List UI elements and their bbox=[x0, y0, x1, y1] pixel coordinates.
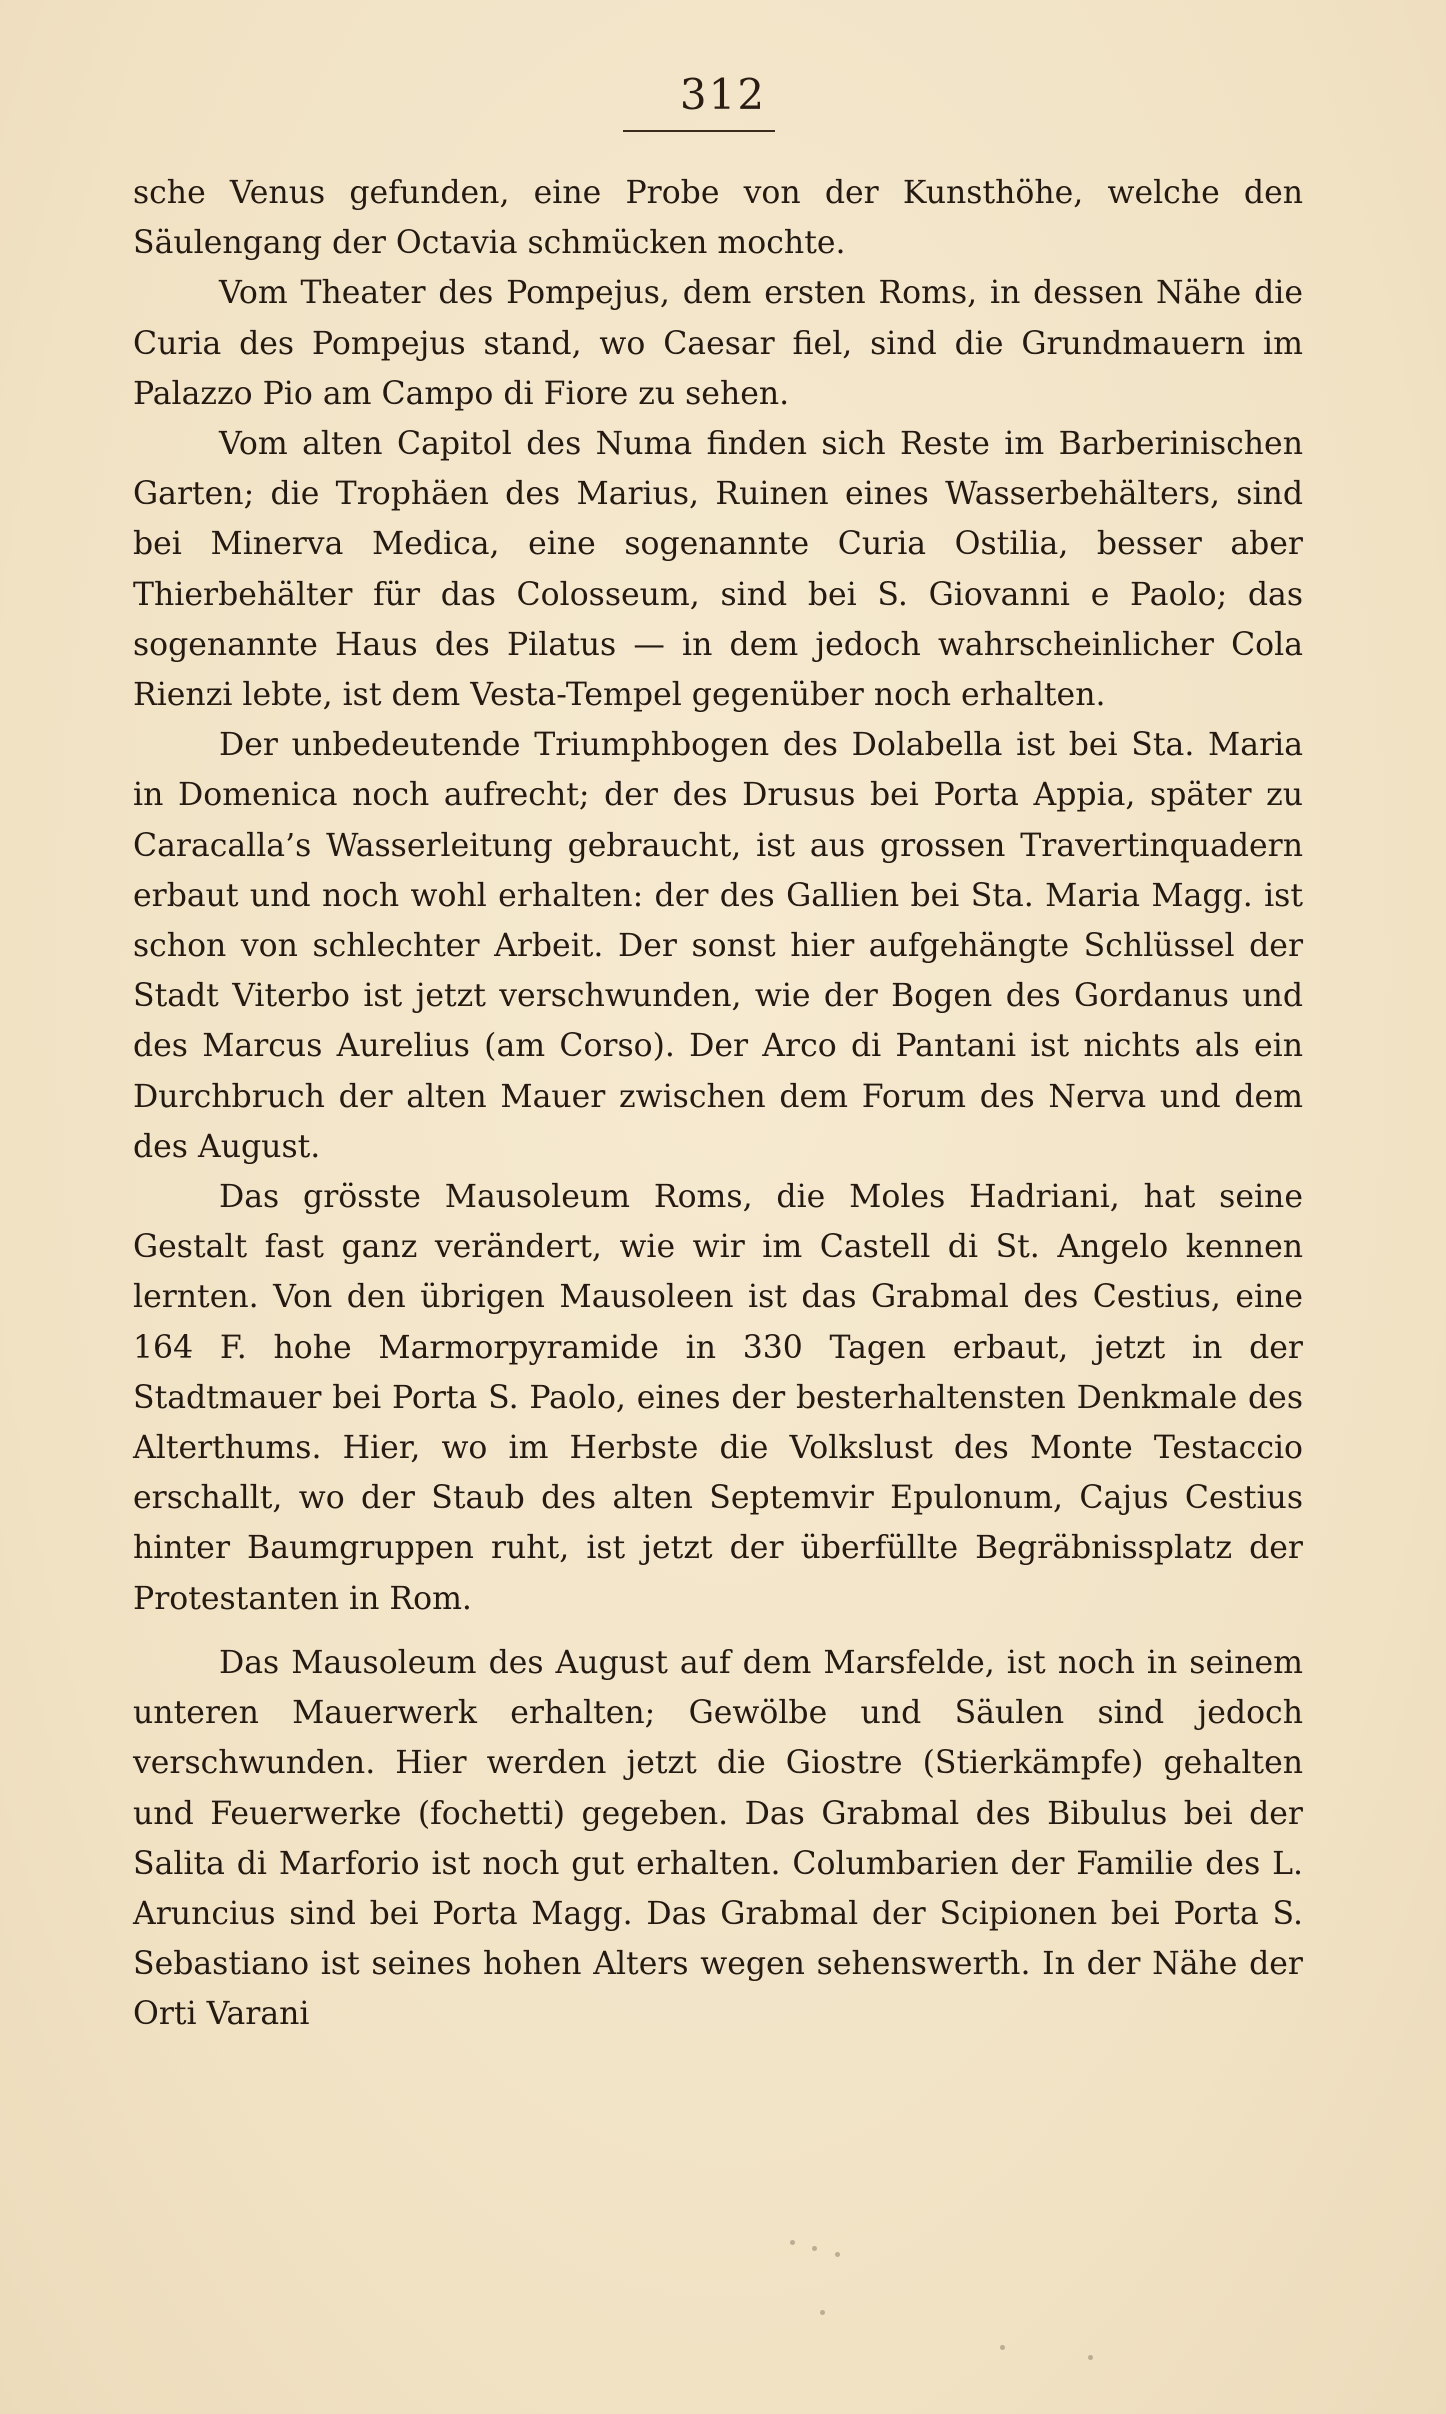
paragraph-continuation: sche Venus gefunden, eine Probe von der Kunsthöhe, welche den Säulengang der Octavia schmücken mochte. bbox=[133, 175, 1303, 262]
paragraph-mausoleum-august: Das Mausoleum des August auf dem Marsfelde, ist noch in seinem unteren Mauerwerk erhalten; Gewölbe und Säulen sind jedoch verschwunden. Hier werden jetzt die Giostre (Stierkämpfe) gehalten und Feuerwerke (fochetti) gegeben. Das Grabmal des Bibulus bei der Salita di Marforio ist noch gut erhalten. Columbarien der Familie des L. Aruncius sind bei Porta Magg. Das Grabmal der Scipionen bei Porta S. Sebastiano ist seines hohen Alters wegen sehenswerth. In der Nähe der Orti Varani bbox=[133, 1644, 1303, 2033]
paper-speck bbox=[1000, 2345, 1005, 2350]
paragraph-theater-pompejus: Vom Theater des Pompejus, dem ersten Roms, in dessen Nähe die Curia des Pompejus stand, wo Caesar fiel, sind die Grundmauern im Palazzo Pio am Campo di Fiore zu sehen. bbox=[133, 275, 1303, 412]
paragraph-triumphbogen: Der unbedeutende Triumphbogen des Dolabella ist bei Sta. Maria in Domenica noch aufrecht; der des Drusus bei Porta Appia, später zu Caracalla’s Wasserleitung gebraucht, ist aus grossen Travertinquadern erbaut und noch wohl erhalten: der des Gallien bei Sta. Maria Magg. ist schon von schlechter Arbeit. Der sonst hier aufgehängte Schlüssel der Stadt Viterbo ist jetzt verschwunden, wie der Bogen des Gordanus und des Marcus Aurelius (am Corso). Der Arco di Pantani ist nichts als ein Durchbruch der alten Mauer zwischen dem Forum des Nerva und dem des August. bbox=[133, 727, 1303, 1165]
paper-speck bbox=[812, 2246, 817, 2251]
body-text bbox=[133, 168, 1303, 2040]
paper-speck bbox=[835, 2252, 840, 2257]
paper-speck bbox=[790, 2240, 795, 2245]
paragraph-capitol-numa: Vom alten Capitol des Numa finden sich Reste im Barberinischen Garten; die Trophäen des Marius, Ruinen eines Wasserbehälters, sind bei Minerva Medica, eine sogenannte Curia Ostilia, besser aber Thierbehälter für das Colosseum, sind bei S. Giovanni e Paolo; das sogenannte Haus des Pilatus — in dem jedoch wahrscheinlicher Cola Rienzi lebte, ist dem Vesta-Tempel gegenüber noch erhalten. bbox=[133, 426, 1303, 714]
paper-speck bbox=[820, 2310, 825, 2315]
paper-speck bbox=[1088, 2355, 1093, 2360]
page-number: 312 bbox=[679, 70, 767, 119]
paragraph-mausoleum-hadriani: Das grösste Mausoleum Roms, die Moles Hadriani, hat seine Gestalt fast ganz verändert, wie wir im Castell di St. Angelo kennen lernten. Von den übrigen Mausoleen ist das Grabmal des Cestius, eine 164 F. hohe Marmorpyramide in 330 Tagen erbaut, jetzt in der Stadtmauer bei Porta S. Paolo, eines der besterhaltensten Denkmale des Alterthums. Hier, wo im Herbste die Volkslust des Monte Testaccio erschallt, wo der Staub des alten Septemvir Epulonum, Cajus Cestius hinter Baumgruppen ruht, ist jetzt der überfüllte Begräbnissplatz der Protestanten in Rom. bbox=[133, 1179, 1303, 1617]
page-number-rule bbox=[623, 130, 775, 132]
